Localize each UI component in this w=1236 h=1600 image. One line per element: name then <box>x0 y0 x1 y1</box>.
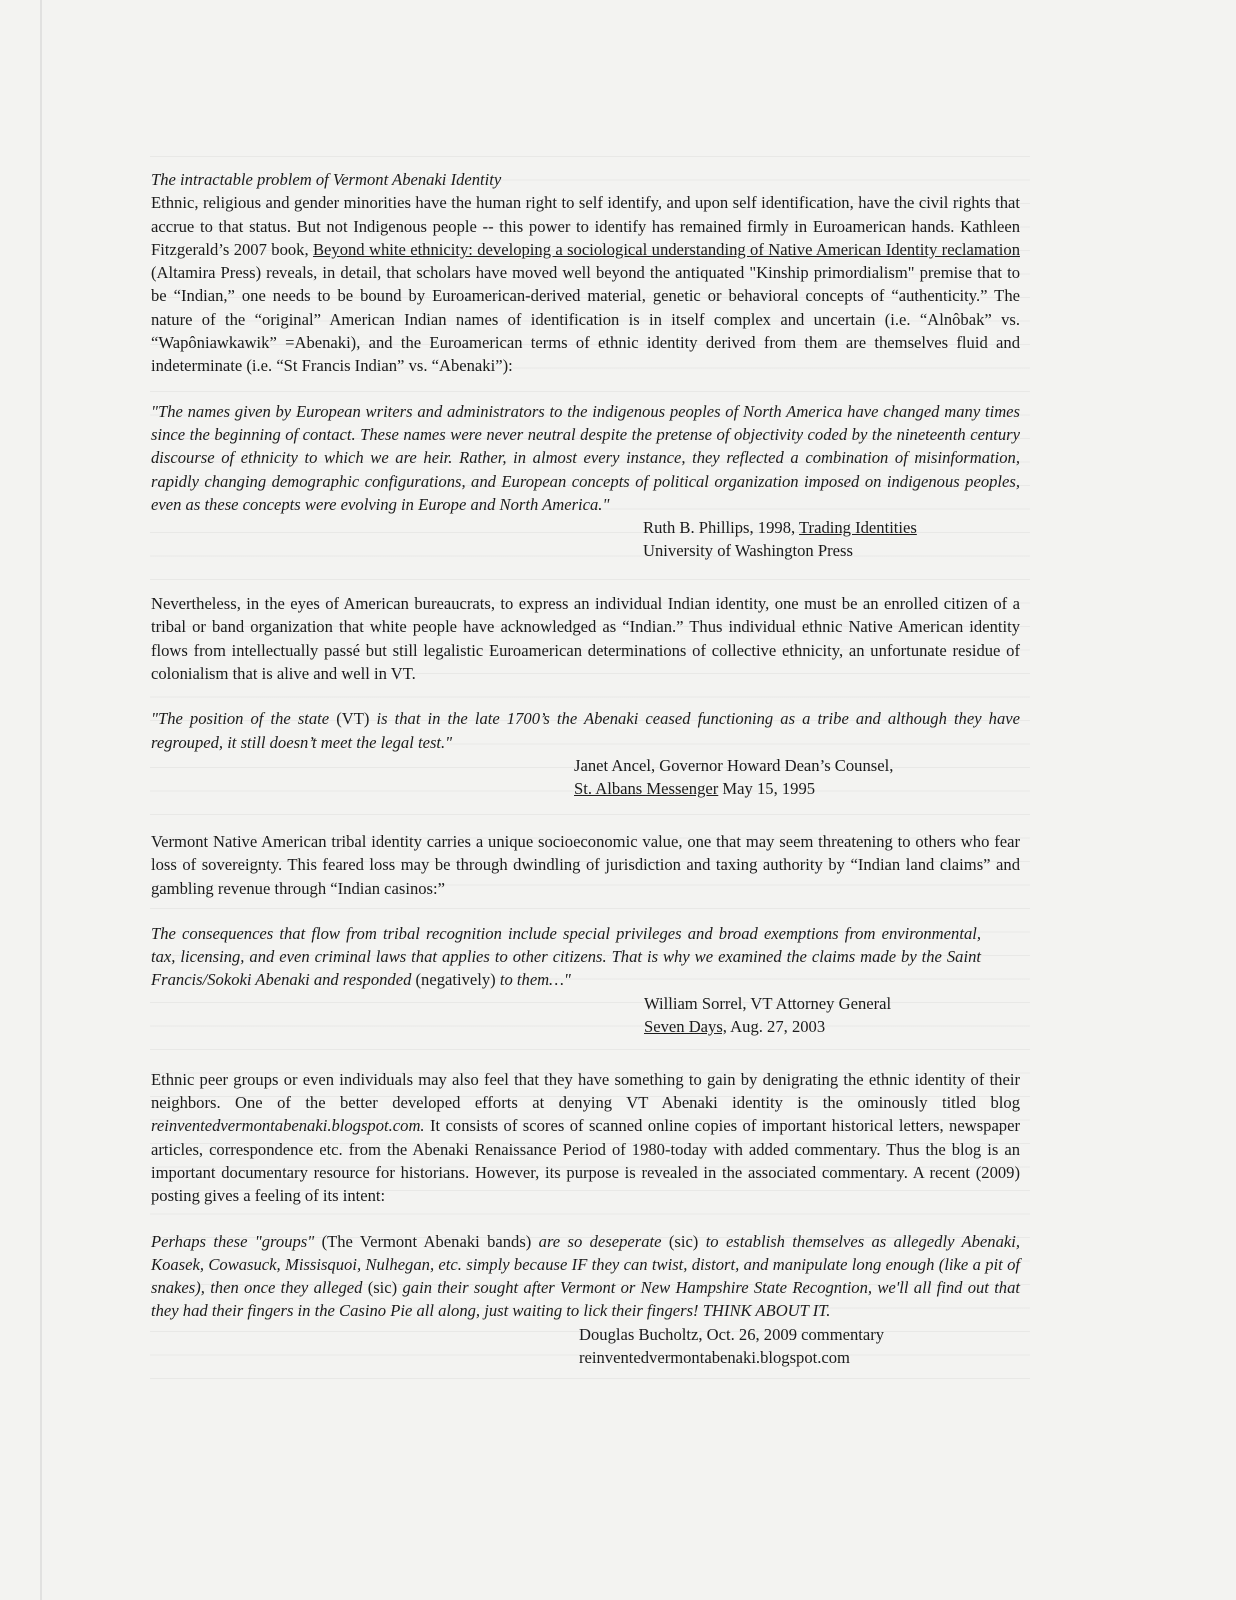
scan-edge <box>40 0 42 1600</box>
attribution-bucholtz: Douglas Bucholtz, Oct. 26, 2009 commentary reinventedvermontabenaki.blogspot.com <box>579 1324 885 1367</box>
section-heading: The intractable problem of Vermont Abenaki Identity <box>151 170 502 189</box>
paragraph-socioeconomic: Vermont Native American tribal identity carries a unique socioeconomic value, one that may seem threatening to others who fear loss of sovereignty. This feared loss may be through dwindling of jurisdiction and taxing authority by “Indian land claims” and gambling revenue through “Indian casinos:” <box>151 831 1020 898</box>
book-title: Beyond white ethnicity: developing a sociological understanding of Native American Identity reclamation <box>312 239 1020 259</box>
quote-sorrel: The consequences that flow from tribal recognition include special privileges and broad exemptions from environmental, tax, licensing, and even criminal laws that applies to other citizens. That is why we examined the claims made by the Saint Francis/Sokoki Abenaki and responded (negatively) to them…" <box>151 923 981 990</box>
paragraph-intro: Ethnic, religious and gender minorities have the human right to self identify, and upon self identification, have the civil rights that accrue to that status. But not Indigenous people -- this power to identify has remained firmly in Euroamerican hands. Kathleen Fitzgerald’s 2007 book, Beyond white ethnicity: developing a sociological understanding of Native American Identity reclamation (Altamira Press) reveals, in detail, that scholars have moved well beyond the antiquated "Kinship primordialism" premise that to be “Indian,” one needs to be bound by Euroamerican-derived material, genetic or behavioral concepts of “authenticity.” The nature of the “original” American Indian names of identification is in itself complex and uncertain (i.e. “Alnôbak” vs. “Wapôniawkawik” =Abenaki), and the Euroamerican terms of ethnic identity derived from them are themselves fluid and indeterminate (i.e. “St Francis Indian” vs. “Abenaki”): <box>151 193 1020 376</box>
attribution-sorrel: William Sorrel, VT Attorney General Seven Days, Aug. 27, 2003 <box>644 993 892 1036</box>
quote-phillips: "The names given by European writers and administrators to the indigenous peoples of North America have changed many times since the beginning of contact. These names were never neutral despite the pretense of objectivity coded by the nineteenth century discourse of ethnicity to which we are heir. Rather, in almost every instance, they reflected a combination of misinformation, rapidly changing demographic configurations, and European concepts of political organization imposed on indigenous peoples, even as these concepts were evolving in Europe and North America." <box>151 401 1020 514</box>
blog-name: reinventedvermontabenaki.blogspot.com. <box>151 1116 425 1136</box>
quote-bucholtz: Perhaps these "groups" (The Vermont Abenaki bands) are so deseperate (sic) to establish themselves as allegedly Abenaki, Koasek, Cowasuck, Missisquoi, Nulhegan, etc. simply because IF they can twist, distort, and manipulate long enough (like a pit of snakes), then once they alleged (sic) gain their sought after Vermont or New Hampshire State Recogntion, we'll all find out that they had their fingers in the Casino Pie all along, just waiting to lick their fingers! THINK ABOUT IT. <box>151 1231 1021 1321</box>
attribution-ancel: Janet Ancel, Governor Howard Dean’s Counsel, St. Albans Messenger May 15, 1995 <box>574 755 894 798</box>
paragraph-peer-groups: Ethnic peer groups or even individuals may also feel that they have something to gain by denigrating the ethnic identity of their neighbors. One of the better developed efforts at denying VT Abenaki identity is the ominously titled blog reinventedvermontabenaki.blogspot.com. It consists of scores of scanned online copies of important historical letters, newspaper articles, correspondence etc. from the Abenaki Renaissance Period of 1980-today with added commentary. Thus the blog is an important documentary resource for historians. However, its purpose is revealed in the associated commentary. A recent (2009) posting gives a feeling of its intent: <box>151 1069 1020 1206</box>
quote-ancel: "The position of the state (VT) is that in the late 1700’s the Abenaki ceased functioning as a tribe and although they have regrouped, it still doesn’t meet the legal test." <box>151 709 1020 752</box>
attribution-phillips: Ruth B. Phillips, 1998, Trading Identities University of Washington Press <box>643 518 917 561</box>
document-body <box>151 168 1020 1369</box>
paragraph-bureaucrats: Nevertheless, in the eyes of American bureaucrats, to express an individual Indian identity, one must be an enrolled citizen of a tribal or band organization that white people have acknowledged as “Indian.” Thus individual ethnic Native American identity flows from intellectually passé but still legalistic Euroamerican determinations of collective ethnicity, an unfortunate residue of colonialism that is alive and well in VT. <box>151 594 1020 684</box>
